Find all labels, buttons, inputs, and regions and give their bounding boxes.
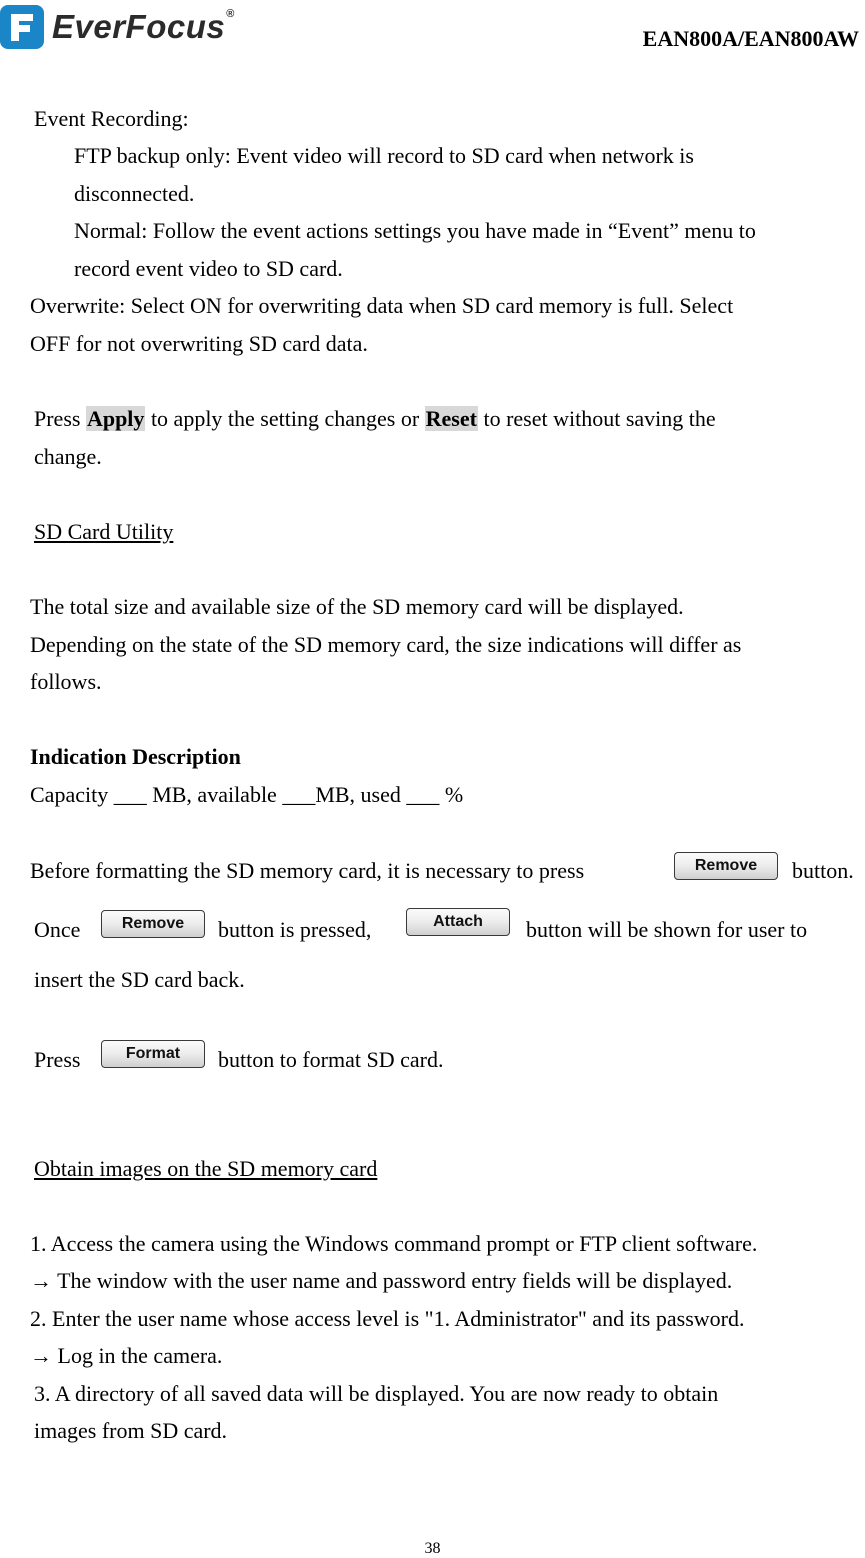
step1-text: 1. Access the camera using the Windows command prompt or FTP client software. [30, 1231, 758, 1256]
press-text: Press [34, 1047, 81, 1072]
apply-reset-line1: Press Apply to apply the setting changes or Reset to reset without saving the [34, 406, 716, 431]
button-is-pressed-text: button is pressed, [218, 917, 372, 942]
model-name: EAN800A/EAN800AW [642, 26, 859, 51]
indication-heading: Indication Description [30, 744, 241, 769]
overwrite-line1: Overwrite: Select ON for overwriting data when SD card memory is full. Select [30, 293, 734, 318]
event-recording-title: Event Recording: [34, 106, 189, 131]
before-format-text: Before formatting the SD memory card, it is necessary to press [30, 858, 585, 883]
step2-text: 2. Enter the user name whose access level is "1. Administrator" and its password. [30, 1306, 745, 1331]
normal-line1: Normal: Follow the event actions settings you have made in “Event” menu to [74, 218, 756, 243]
step3-line2: images from SD card. [34, 1418, 228, 1443]
sd-utility-para-line3: follows. [30, 669, 102, 694]
normal-line2: record event video to SD card. [74, 256, 343, 281]
logo-text: EverFocus® [52, 8, 235, 45]
obtain-images-heading: Obtain images on the SD memory card [34, 1156, 378, 1181]
format-button[interactable]: Format [101, 1040, 205, 1068]
remove-button[interactable]: Remove [674, 852, 778, 880]
once-text: Once [34, 917, 81, 942]
button-shown-text: button will be shown for user to [526, 917, 808, 942]
step3-line1: 3. A directory of all saved data will be displayed. You are now ready to obtain [34, 1381, 719, 1406]
attach-button[interactable]: Attach [406, 908, 510, 936]
step2-result: → Log in the camera. [30, 1343, 223, 1368]
remove-button-inline[interactable]: Remove [101, 910, 205, 938]
ftp-backup-line1: FTP backup only: Event video will record to SD card when network is [74, 143, 694, 168]
apply-reset-line2: change. [34, 444, 102, 469]
capacity-line: Capacity ___ MB, available ___MB, used ___ % [30, 782, 464, 807]
ftp-backup-line2: disconnected. [74, 181, 195, 206]
everfocus-f-icon [0, 5, 44, 49]
button-word: button. [792, 858, 854, 883]
to-format-text: button to format SD card. [218, 1047, 444, 1072]
apply-keyword: Apply [86, 406, 145, 431]
everfocus-logo [0, 4, 235, 50]
step1-result: → The window with the user name and password entry fields will be displayed. [30, 1268, 733, 1293]
reset-keyword: Reset [425, 406, 477, 431]
insert-back-text: insert the SD card back. [34, 967, 245, 992]
sd-card-utility-heading: SD Card Utility [34, 519, 174, 544]
sd-utility-para-line1: The total size and available size of the SD memory card will be displayed. [30, 594, 684, 619]
overwrite-line2: OFF for not overwriting SD card data. [30, 331, 368, 356]
page-number: 38 [424, 1540, 441, 1557]
sd-utility-para-line2: Depending on the state of the SD memory card, the size indications will differ as [30, 632, 742, 657]
